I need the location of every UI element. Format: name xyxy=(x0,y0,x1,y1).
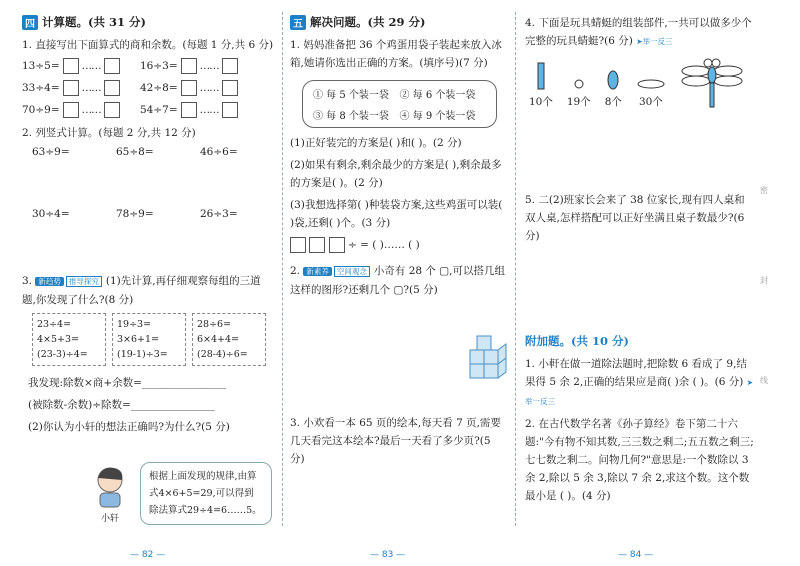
page-number: — 84 — xyxy=(618,550,654,560)
answer-box[interactable] xyxy=(222,102,238,118)
dragonfly-icon xyxy=(680,57,744,109)
p2-prompt xyxy=(290,262,508,299)
page-number: — 82 — xyxy=(130,550,166,560)
p4-link[interactable]: ➤举一反三 xyxy=(636,37,673,46)
answer-box[interactable] xyxy=(222,58,238,74)
cube-stack-icon xyxy=(466,326,526,382)
q1-expr: 42÷8= xyxy=(140,82,178,94)
answer-box[interactable] xyxy=(104,102,120,118)
answer-box[interactable] xyxy=(104,80,120,96)
finding-2-text: (被除数-余数)÷除数= xyxy=(28,399,131,411)
seal-char: 封 xyxy=(760,276,768,285)
q1-row xyxy=(22,102,274,118)
extra-link[interactable]: ➤举一反三 xyxy=(525,378,753,406)
page-number: — 83 — xyxy=(370,550,406,560)
part-count: 10个 xyxy=(529,96,553,108)
answer-box[interactable] xyxy=(222,80,238,96)
p1-option: ④ 每 9 个装一袋 xyxy=(399,111,476,122)
section-badge: 五 xyxy=(290,15,306,30)
finding-2: (被除数-余数)÷除数=________________ xyxy=(28,399,215,411)
q1-row xyxy=(22,58,274,74)
p4-prompt xyxy=(525,14,755,51)
extra-title: 附加题。(共 10 分) xyxy=(525,334,629,348)
part-1 xyxy=(529,61,553,109)
q3-groups xyxy=(32,313,274,366)
extra-q2 xyxy=(525,415,755,505)
person-name: 小轩 xyxy=(100,514,119,524)
answer-box[interactable] xyxy=(63,80,79,96)
q3-sub2: (2)你认为小轩的想法正确吗?为什么?(5 分) xyxy=(28,421,230,433)
answer-box[interactable] xyxy=(63,102,79,118)
q1-prompt: 1. 直接写出下面算式的商和余数。(每题 1 分,共 6 分) xyxy=(22,39,274,51)
finding-1: 我发现:除数×商+余数=________________ xyxy=(28,377,226,389)
q1-item xyxy=(22,102,140,118)
part-4 xyxy=(636,77,666,109)
speech-bubble: 根据上面发现的规律,由算式4×6+5=29,可以得到除法算式29÷4=6……5。 xyxy=(140,462,272,525)
extra-q2-tail: ( )。(4 分) xyxy=(559,490,611,502)
q1-expr: 33÷4= xyxy=(22,82,60,94)
p5-prompt: 5. 二(2)班家长会来了 38 位家长,现有四人桌和双人桌,怎样搭配可以正好坐满且桌子数最少?(6 分) xyxy=(525,194,745,242)
q3-group xyxy=(192,313,266,366)
q2-row xyxy=(22,146,274,158)
q3-group xyxy=(112,313,186,366)
p1-option: ② 每 6 个装一袋 xyxy=(399,90,476,101)
part-3 xyxy=(605,69,622,109)
q2-expr: 63÷9= xyxy=(32,146,70,158)
q2-expr: 46÷6= xyxy=(200,146,238,158)
answer-box[interactable] xyxy=(329,237,345,253)
q1-item xyxy=(140,102,258,118)
parts-row xyxy=(529,57,755,109)
answer-box[interactable] xyxy=(181,102,197,118)
q1-expr: 16÷3= xyxy=(140,60,178,72)
p1-sub2: (2)如果有剩余,剩余最少的方案是( ),剩余最多的方案是( )。(2 分) xyxy=(290,159,502,189)
q1-dots: …… xyxy=(81,60,101,72)
q1-item xyxy=(140,80,258,96)
new-trend-badge: 新趋势 xyxy=(35,277,64,286)
seal-char: 线 xyxy=(760,376,768,385)
body-part-icon xyxy=(606,69,620,91)
q3-number: 3. xyxy=(22,275,33,287)
q1-expr: 13÷5= xyxy=(22,60,60,72)
section-title: 计算题。(共 31 分) xyxy=(42,15,146,29)
new-literacy-badge: 新素养 xyxy=(303,267,332,276)
p1-sub1: (1)正好装完的方案是( )和( )。(2 分) xyxy=(290,137,462,149)
q3-group-line: 19÷3= xyxy=(117,319,152,330)
page-82 xyxy=(22,14,274,536)
q1-grid xyxy=(22,58,274,118)
p3-prompt: 3. 小欢看一本 65 页的绘本,每天看 7 页,需要几天看完这本绘本?最后一天看了多少页?(5 分) xyxy=(290,417,501,465)
q2-grid xyxy=(22,146,274,220)
p1-prompt: 1. 妈妈准备把 36 个鸡蛋用袋子装起来放入冰箱,她请你选出正确的方案。(填序号)(7 分) xyxy=(290,39,502,69)
p2-text: 小奇有 28 个 ▢,可以搭几组这样的图形?还剩几个 ▢?(5 分) xyxy=(290,265,506,296)
q3-text: (1)先计算,再仔细观察每组的三道题,你发现了什么?(8 分) xyxy=(22,275,261,306)
extra-header xyxy=(525,333,755,349)
section-five-header xyxy=(290,14,508,30)
finding-1-text: 我发现:除数×商+余数= xyxy=(28,377,142,389)
answer-box[interactable] xyxy=(290,237,306,253)
wing-part-icon xyxy=(636,77,666,91)
p1-calc-text: ÷ = ( )…… ( ) xyxy=(348,239,420,251)
part-2 xyxy=(567,77,591,109)
q1-dots: …… xyxy=(81,104,101,116)
answer-box[interactable] xyxy=(309,237,325,253)
seal-char: 密 xyxy=(760,186,768,195)
q2-expr: 26÷3= xyxy=(200,208,238,220)
q1-dots: …… xyxy=(81,82,101,94)
answer-box[interactable] xyxy=(181,58,197,74)
extra-q1-tail: ( )。(6 分) xyxy=(692,376,744,388)
q2-expr: 30÷4= xyxy=(32,208,70,220)
answer-box[interactable] xyxy=(181,80,197,96)
q3-group-line: 4×5+3= xyxy=(37,334,80,345)
p1-sub3: (3)我想选择第( )种装袋方案,这些鸡蛋可以装( )袋,还剩( )个。(3 分) xyxy=(290,199,503,229)
q2-expr: 65÷8= xyxy=(116,146,154,158)
p1-option: ③ 每 8 个装一袋 xyxy=(313,111,389,122)
eye-part-icon xyxy=(572,77,586,91)
extra-q2-text: 2. 在古代数学名著《孙子算经》卷下第二十六题:"今有物不知其数,三三数之剩二;五五数之剩三;七七数之剩二。问物几何?"意思是:一个数除以 3 余 2,除以 5 余 3,除以 7 余 2,求这个数。这个数最小是 xyxy=(525,418,754,502)
page-83 xyxy=(290,14,508,536)
boy-icon xyxy=(90,464,130,508)
q1-dots: …… xyxy=(199,60,219,72)
q3-group-line: 23÷4= xyxy=(37,319,72,330)
q1-item xyxy=(22,80,140,96)
q3-group-line: 6×4+4= xyxy=(197,334,240,345)
page-84 xyxy=(525,14,755,536)
q1-expr: 70÷9= xyxy=(22,104,60,116)
divider-2 xyxy=(515,12,516,526)
q3-group-line: 28÷6= xyxy=(197,319,232,330)
q3-group-line: (28-4)÷6= xyxy=(197,349,248,360)
q1-item xyxy=(22,58,140,74)
q1-dots: …… xyxy=(199,104,219,116)
answer-box[interactable] xyxy=(104,58,120,74)
person-figure xyxy=(86,464,134,524)
p2-number: 2. xyxy=(290,265,301,277)
section-four-header xyxy=(22,14,274,30)
q2-expr: 78÷9= xyxy=(116,208,154,220)
part-count: 8个 xyxy=(604,96,622,108)
p1-calc xyxy=(290,236,508,254)
part-count: 30个 xyxy=(639,96,663,108)
p1-option: ① 每 5 个装一袋 xyxy=(313,90,389,101)
q3-group-line: 3×6+1= xyxy=(117,334,160,345)
answer-box[interactable] xyxy=(63,58,79,74)
derivation-tag: 推导探究 xyxy=(66,276,102,287)
extra-q1 xyxy=(525,355,755,411)
tail-part-icon xyxy=(535,61,547,91)
q1-row xyxy=(22,80,274,96)
q3-group-line: (19-1)÷3= xyxy=(117,349,168,360)
q1-item xyxy=(140,58,258,74)
p1-options xyxy=(302,80,497,128)
q3-group-line: (23-3)÷4= xyxy=(37,349,88,360)
q3-prompt xyxy=(22,272,274,309)
q2-row xyxy=(22,208,274,220)
q3-group xyxy=(32,313,106,366)
space-tag: 空间观念 xyxy=(334,266,370,277)
q2-prompt: 2. 列竖式计算。(每题 2 分,共 12 分) xyxy=(22,127,196,139)
p4-text: 4. 下面是玩具蜻蜓的组装部件,一共可以做多少个完整的玩具蜻蜓?(6 分) xyxy=(525,17,752,47)
q1-dots: …… xyxy=(199,82,219,94)
divider-1 xyxy=(282,12,283,526)
section-badge: 四 xyxy=(22,15,38,30)
extra-q1-text: 1. 小軒在做一道除法题时,把除数 6 看成了 9,结果得 5 余 2,正确的结果应是商( )余 xyxy=(525,358,747,388)
q1-expr: 54÷7= xyxy=(140,104,178,116)
part-count: 19个 xyxy=(566,96,591,108)
section-title: 解决问题。(共 29 分) xyxy=(310,15,426,29)
